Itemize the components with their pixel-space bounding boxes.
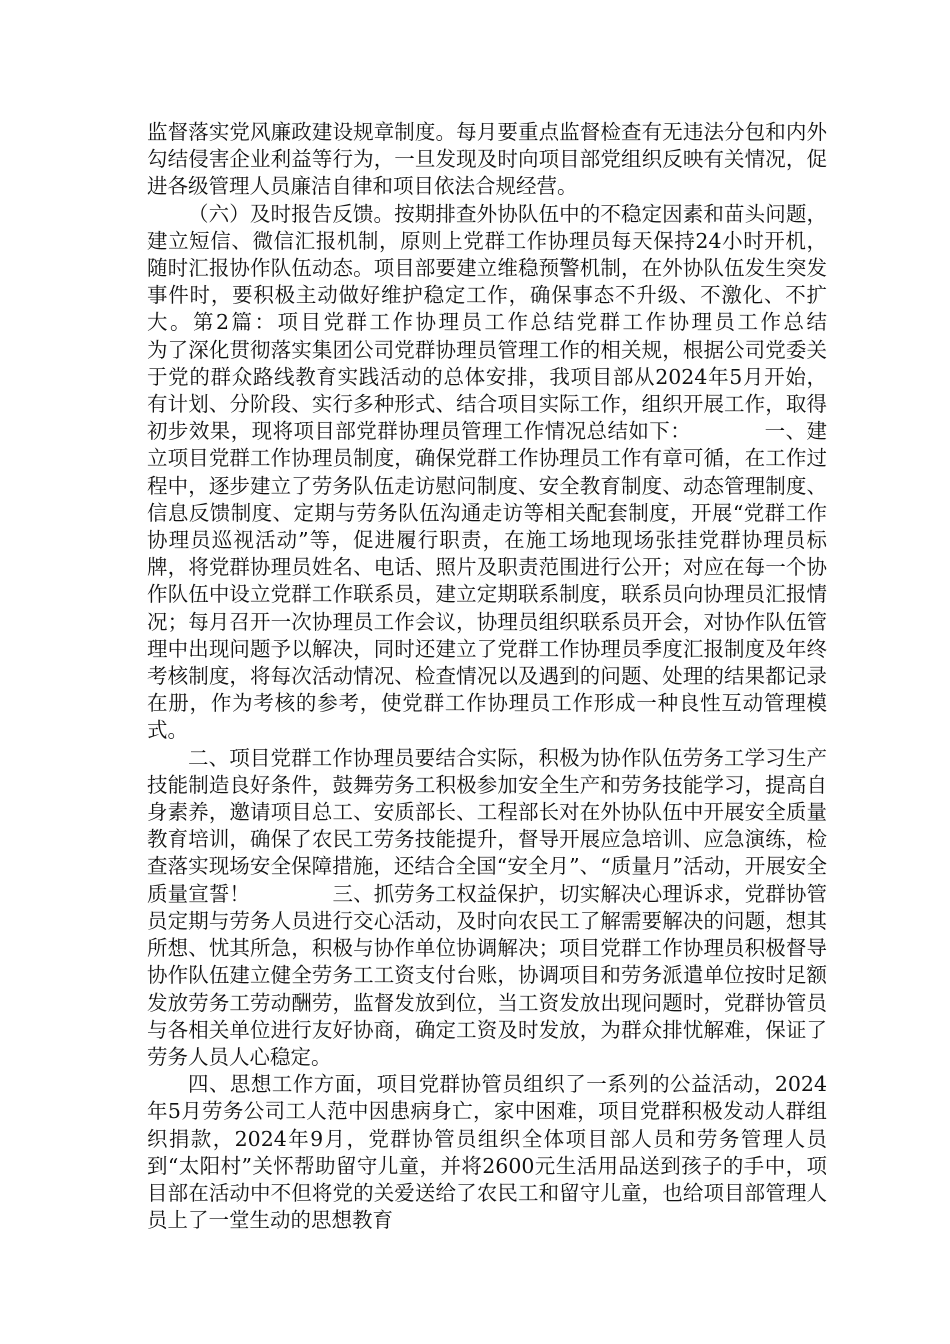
paragraph-supervision: 监督落实党风廉政建设规章制度。每月要重点监督检查有无违法分包和内外勾结侵害企业利益等行为，一旦发现及时向项目部党组织反映有关情况，促进各级管理人员廉洁自律和项目依法合规经营。 xyxy=(147,120,827,199)
paragraph-section-two-three: 二、项目党群工作协理员要结合实际，积极为协作队伍劳务工学习生产技能制造良好条件，鼓舞劳务工积极参加安全生产和劳务技能学习，提高自身素养，邀请项目总工、安质部长、工程部长对在外协队伍中开展安全质量教育培训，确保了农民工劳务技能提升，督导开展应急培训、应急演练，检查落实现场安全保障措施，还结合全国“安全月”、“质量月”活动，开展安全质量宣誓！ 三、抓劳务工权益保护，切实解决心理诉求，党群协管员定期与劳务人员进行交心活动，及时向农民工了解需要解决的问题，想其所想、忧其所急，积极与协作单位协调解决；项目党群工作协理员积极督导协作队伍建立健全劳务工工资支付台账，协调项目和劳务派遣单位按时足额发放劳务工劳动酬劳，监督发放到位，当工资发放出现问题时，党群协管员与各相关单位进行友好协商，确定工资及时发放，为群众排忧解难，保证了劳务人员人心稳定。 xyxy=(147,745,827,1069)
paragraph-section-four: 四、思想工作方面，项目党群协管员组织了一系列的公益活动，2024年5月劳务公司工人范中因患病身亡，家中困难，项目党群积极发动人群组织捐款，2024年9月，党群协管员组织全体项目部人员和劳务管理人员到“太阳村”关怀帮助留守儿童，并将2600元生活用品送到孩子的手中，项目部在活动中不但将党的关爱送给了农民工和留守儿童，也给项目部管理人员上了一堂生动的思想教育 xyxy=(147,1072,827,1233)
paragraph-report-feedback: （六）及时报告反馈。按期排查外协队伍中的不稳定因素和苗头问题，建立短信、微信汇报机制，原则上党群工作协理员每天保持24小时开机，随时汇报协作队伍动态。项目部要建立维稳预警机制，在外协队伍发生突发事件时，要积极主动做好维护稳定工作，确保事态不升级、不激化、不扩大。第2篇：项目党群工作协理员工作总结党群工作协理员工作总结 为了深化贯彻落实集团公司党群协理员管理工作的相关规，根据公司党委关于党的群众路线教育实践活动的总体安排，我项目部从2024年5月开始，有计划、分阶段、实行多种形式、结合项目实际工作，组织开展工作，取得初步效果，现将项目部党群协理员管理工作情况总结如下： 一、建立项目党群工作协理员制度，确保党群工作协理员工作有章可循，在工作过程中，逐步建立了劳务队伍走访慰问制度、安全教育制度、动态管理制度、信息反馈制度、定期与劳务队伍沟通走访等相关配套制度，开展“党群工作协理员巡视活动”等，促进履行职责，在施工场地现场张挂党群协理员标牌，将党群协理员姓名、电话、照片及职责范围进行公开；对应在每一个协作队伍中设立党群工作联系员，建立定期联系制度，联系员向协理员汇报情况；每月召开一次协理员工作会议，协理员组织联系员开会，对协作队伍管理中出现问题予以解决，同时还建立了党群工作协理员季度汇报制度及年终考核制度，将每次活动情况、检查情况以及遇到的问题、处理的结果都记录在册，作为考核的参考，使党群工作协理员工作形成一种良性互动管理模式。 xyxy=(147,201,889,743)
document-body xyxy=(147,119,889,1234)
